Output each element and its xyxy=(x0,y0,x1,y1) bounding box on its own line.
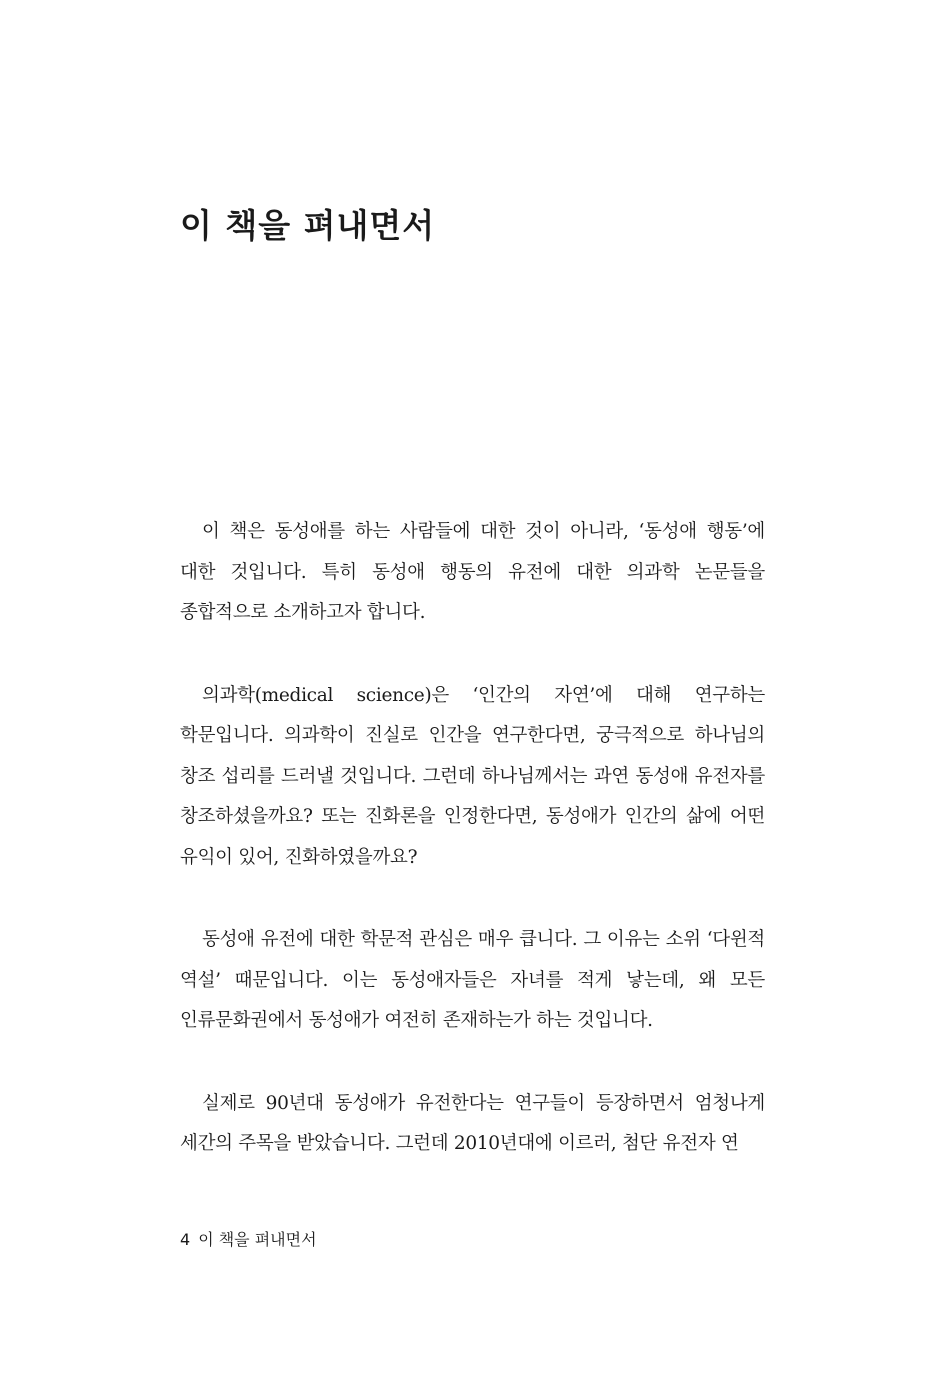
page-footer xyxy=(180,1228,317,1252)
paragraph-4: 실제로 90년대 동성애가 유전한다는 연구들이 등장하면서 엄청나게 세간의 주목을 받았습니다. 그런데 2010년대에 이르러, 첨단 유전자 연 xyxy=(180,1092,765,1154)
page-title: 이 책을 펴내면서 xyxy=(180,206,436,245)
running-title: 이 책을 펴내면서 xyxy=(198,1230,317,1249)
page-number: 4 xyxy=(180,1230,191,1249)
body-text xyxy=(180,512,765,1165)
paragraph-1: 이 책은 동성애를 하는 사람들에 대한 것이 아니라, ‘동성애 행동’에 대한 것입니다. 특히 동성애 행동의 유전에 대한 의과학 논문들을 종합적으로 소개하고자 합니다. xyxy=(180,521,765,623)
paragraph-2: 의과학(medical science)은 ‘인간의 자연’에 대해 연구하는 학문입니다. 의과학이 진실로 인간을 연구한다면, 궁극적으로 하나님의 창조 섭리를 드러낼 것입니다. 그런데 하나님께서는 과연 동성애 유전자를 창조하셨을까요? 또는 진화론을 인정한다면, 동성애가 인간의 삶에 어떤 유익이 있어, 진화하였을까요? xyxy=(180,684,765,868)
paragraph-3: 동성애 유전에 대한 학문적 관심은 매우 큽니다. 그 이유는 소위 ‘다윈적 역설’ 때문입니다. 이는 동성애자들은 자녀를 적게 낳는데, 왜 모든 인류문화권에서 동성애가 여전히 존재하는가 하는 것입니다. xyxy=(180,929,765,1031)
